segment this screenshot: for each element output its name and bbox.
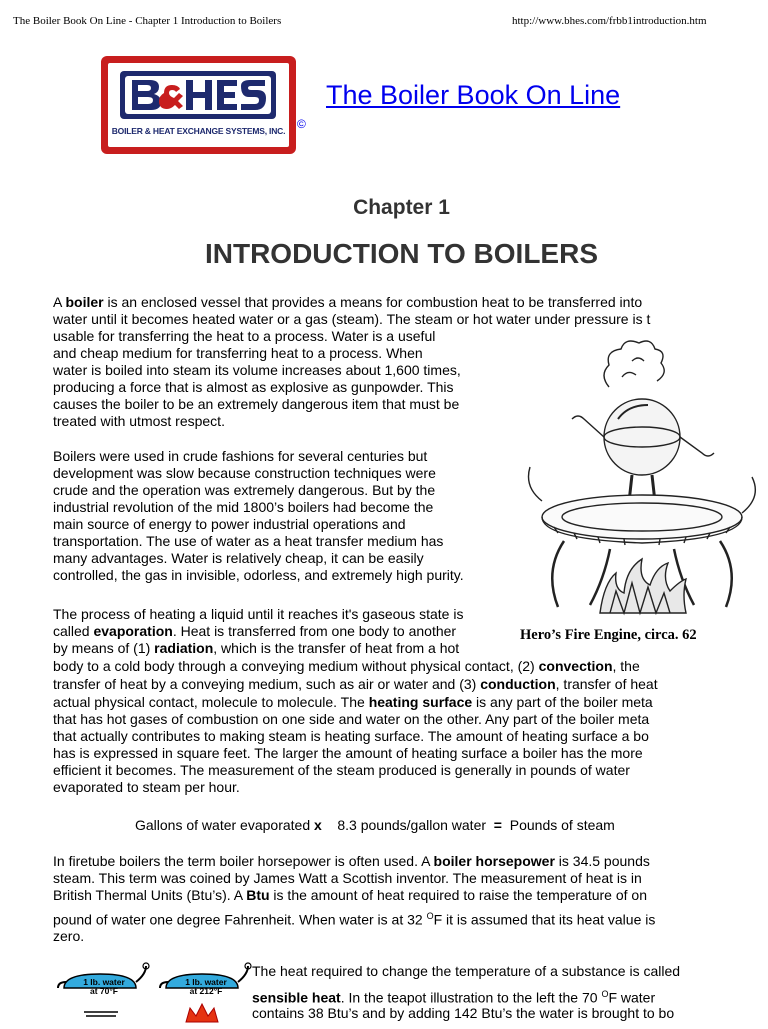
paragraph-line: A boiler is an enclosed vessel that provides a means for combustion heat to be transferred into xyxy=(53,294,643,310)
print-header-url: http://www.bhes.com/frbb1introduction.htm xyxy=(512,15,707,27)
paragraph-line: crude and the operation was extremely dangerous. But by the xyxy=(53,482,436,498)
paragraph-line: water until it becomes heated water or a gas (steam). The steam or hot water under pressure is t xyxy=(53,311,651,327)
paragraph-line: controlled, the gas in invisible, odorless, and extremely high purity. xyxy=(53,567,464,583)
paragraph-line: British Thermal Units (Btu’s). A Btu is the amount of heat required to raise the temperature of on xyxy=(53,887,647,903)
paragraph-line: sensible heat. In the teapot illustration to the left the 70 $^O$F water xyxy=(252,989,656,1006)
steam-formula: Gallons of water evaporated x 8.3 pounds/gallon water = Pounds of steam xyxy=(135,817,615,833)
illustration-caption: Hero’s Fire Engine, circa. 62 xyxy=(520,627,697,643)
paragraph-line: steam. This term was coined by James Watt a Scottish inventor. The measurement of heat is in xyxy=(53,870,642,886)
site-title-link[interactable]: The Boiler Book On Line xyxy=(326,80,621,110)
teapot-label: 1 lb. water at 212°F xyxy=(185,977,227,996)
paragraph-line: In firetube boilers the term boiler horsepower is often used. A boiler horsepower is 34.5 pounds xyxy=(53,853,650,869)
paragraph-line: by means of (1) radiation, which is the transfer of heat from a hot xyxy=(53,640,460,656)
paragraph-line: The heat required to change the temperature of a substance is called xyxy=(252,963,681,979)
paragraph-line: transportation. The use of water as a heat transfer medium has xyxy=(53,533,444,549)
paragraph-line: pound of water one degree Fahrenheit. When water is at 32 $^O$F it is assumed that its heat value is xyxy=(53,911,656,928)
paragraph-line: contains 38 Btu’s and by adding 142 Btu’s the water is brought to bo xyxy=(252,1005,675,1021)
bhes-logo-mark xyxy=(118,69,278,121)
teapot-illustration-212f xyxy=(156,962,254,1024)
paragraph-line: evaporated to steam per hour. xyxy=(53,779,240,795)
print-header-title: The Boiler Book On Line - Chapter 1 Introduction to Boilers xyxy=(13,15,282,27)
paragraph-line: and cheap medium for transferring heat to a process. When xyxy=(53,345,423,361)
paragraph-line: water is boiled into steam its volume increases about 1,600 times, xyxy=(53,362,461,378)
page-title: INTRODUCTION TO BOILERS xyxy=(204,238,599,269)
paragraph-line: has is expressed in square feet. The larger the amount of heating surface a boiler has the more xyxy=(53,745,643,761)
paragraph-line: body to a cold body through a conveying medium without physical contact, (2) convection, the xyxy=(53,658,640,674)
paragraph-line: that has hot gases of combustion on one side and water on the other. Any part of the boiler meta xyxy=(53,711,650,727)
paragraph-line: Boilers were used in crude fashions for several centuries but xyxy=(53,448,428,464)
paragraph-line: treated with utmost respect. xyxy=(53,413,225,429)
heros-fire-engine-illustration xyxy=(514,327,768,623)
chapter-heading: Chapter 1 xyxy=(353,196,450,219)
copyright-link[interactable]: © xyxy=(297,117,306,131)
bhes-logo[interactable] xyxy=(101,56,296,154)
paragraph-line: zero. xyxy=(53,928,85,944)
paragraph-line: producing a force that is almost as explosive as gunpowder. This xyxy=(53,379,454,395)
paragraph-line: many advantages. Water is relatively cheap, it can be easily xyxy=(53,550,424,566)
paragraph-line: The process of heating a liquid until it reaches it's gaseous state is xyxy=(53,606,464,622)
paragraph-line: efficient it becomes. The measurement of the steam produced is generally in pounds of water xyxy=(53,762,630,778)
paragraph-line: that actually contributes to making steam is heating surface. The amount of heating surface a bo xyxy=(53,728,649,744)
teapot-illustration-70f xyxy=(54,962,152,1024)
paragraph-line: industrial revolution of the mid 1800’s boilers had become the xyxy=(53,499,434,515)
logo-subtitle: BOILER & HEAT EXCHANGE SYSTEMS, INC. xyxy=(111,126,286,136)
paragraph-line: causes the boiler to be an extremely dangerous item that must be xyxy=(53,396,460,412)
paragraph-line: development was slow because construction techniques were xyxy=(53,465,436,481)
paragraph-line: main source of energy to power industrial operations and xyxy=(53,516,406,532)
fire-engine-drawing xyxy=(514,327,768,623)
paragraph-line: transfer of heat by a conveying medium, such as air or water and (3) conduction, transfer of heat xyxy=(53,676,658,692)
paragraph-line: usable for transferring the heat to a process. Water is a useful xyxy=(53,328,436,344)
teapot-label: 1 lb. water at 70°F xyxy=(83,977,125,996)
paragraph-line: called evaporation. Heat is transferred from one body to another xyxy=(53,623,457,639)
paragraph-line: actual physical contact, molecule to molecule. The heating surface is any part of the boiler meta xyxy=(53,694,653,710)
